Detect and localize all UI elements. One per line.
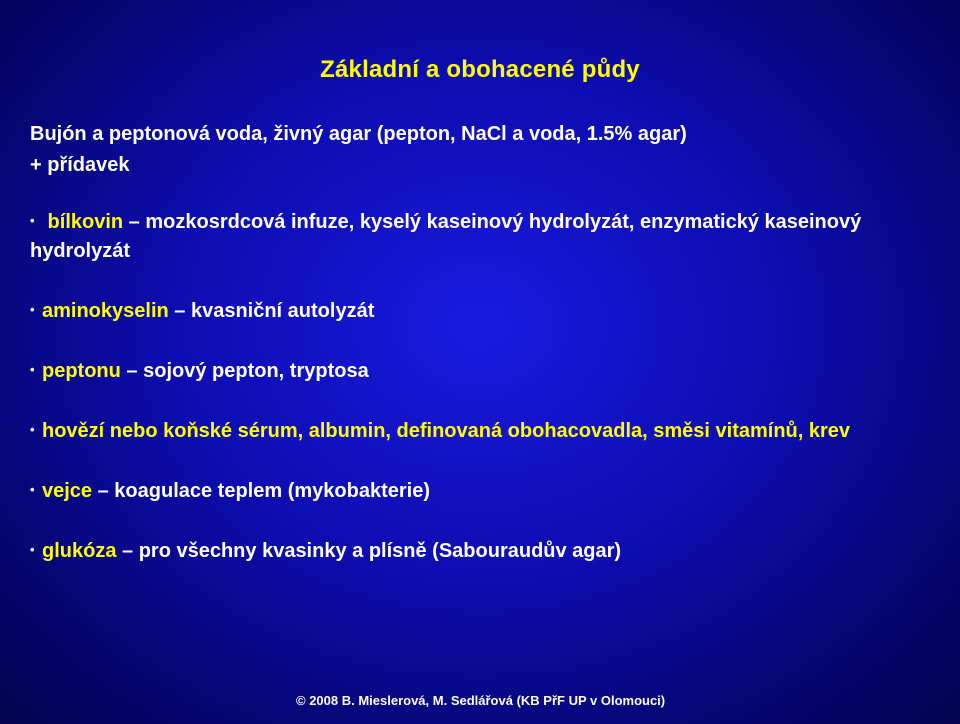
bullet-icon: •: [30, 213, 35, 228]
bullet-icon: •: [30, 362, 35, 377]
bullet-list: [30, 206, 930, 595]
bullet-text: – mozkosrdcová infuze, kyselý kaseinový hydrolyzát, enzymatický kaseinový hydrolyzát: [30, 211, 862, 262]
intro-line-2: + přídavek: [30, 154, 130, 176]
list-item: [30, 295, 930, 326]
bullet-term: glukóza: [42, 540, 117, 562]
bullet-text: – pro všechny kvasinky a plísně (Sabouraudův agar): [116, 540, 622, 562]
list-item: [30, 355, 930, 386]
slide-title: Základní a obohacené půdy: [320, 56, 640, 83]
bullet-text: – kvasniční autolyzát: [168, 300, 375, 322]
bullet-term: hovězí nebo koňské sérum, albumin, definovaná obohacovadla, směsi vitamínů, krev: [42, 420, 851, 442]
list-item: [30, 535, 930, 566]
bullet-text: – koagulace teplem (mykobakterie): [92, 480, 430, 502]
copyright-footer: © 2008 B. Mieslerová, M. Sedlářová (KB PřF UP v Olomouci): [296, 693, 666, 708]
list-item: [30, 206, 930, 266]
bullet-icon: •: [30, 422, 35, 437]
bullet-text: – sojový pepton, tryptosa: [120, 360, 369, 382]
bullet-term: peptonu: [42, 360, 121, 382]
bullet-icon: •: [30, 302, 35, 317]
intro-text: [30, 119, 930, 181]
bullet-icon: •: [30, 542, 35, 557]
bullet-term: aminokyselin: [42, 300, 169, 322]
bullet-icon: •: [30, 482, 35, 497]
bullet-term: bílkovin: [42, 211, 124, 233]
list-item: [30, 475, 930, 506]
intro-line-1: Bujón a peptonová voda, živný agar (pepton, NaCl a voda, 1.5% agar): [30, 123, 687, 145]
list-item: [30, 415, 930, 446]
bullet-term: vejce: [42, 480, 93, 502]
